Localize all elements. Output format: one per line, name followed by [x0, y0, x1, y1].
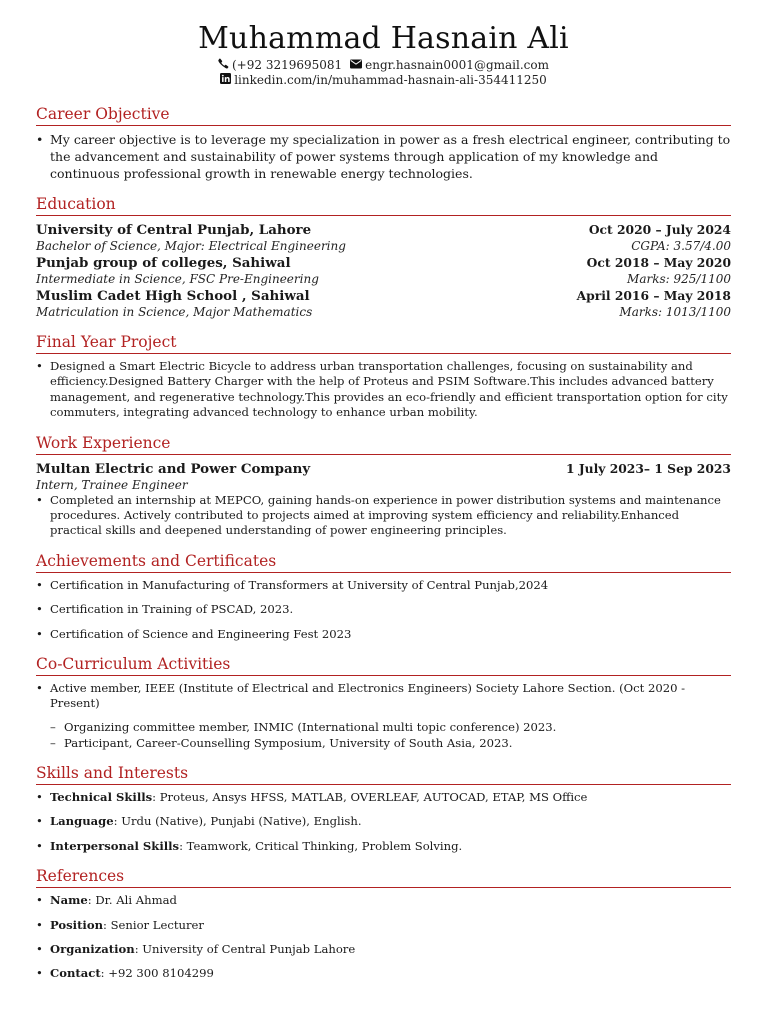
linkedin-line	[36, 73, 731, 88]
sub-list-item: – Organizing committee member, INMIC (International multi topic conference) 2023.	[36, 719, 731, 735]
project-description: • Designed a Smart Electric Bicycle to address urban transportation challenges, focusing on sustainability and efficiency.Designed Battery Charger with the help of Proteus and PSIM Software.This includes advanced battery management, and regenerative technology.This provides an eco-friendly and efficient transportation option for city commuters, integrating advanced technology to enhance urban mobility.	[36, 359, 731, 421]
section-title: Achievements and Certificates	[36, 551, 731, 573]
contact-line	[36, 58, 731, 73]
score: CGPA: 3.57/4.00	[631, 239, 731, 253]
section-title: Work Experience	[36, 433, 731, 455]
list-item	[36, 942, 731, 957]
reference-value: : +92 300 8104299	[100, 966, 214, 981]
degree: Matriculation in Science, Major Mathematics	[36, 305, 313, 319]
linkedin-icon	[220, 73, 231, 88]
section-title: Skills and Interests	[36, 763, 731, 785]
list-item	[36, 814, 731, 829]
career-objective-section	[36, 104, 731, 182]
education-entry	[36, 287, 731, 320]
company-name: Multan Electric and Power Company	[36, 460, 311, 477]
work-description: • Completed an internship at MEPCO, gaining hands-on experience in power distribution systems and maintenance procedures. Actively contributed to projects aimed at improving system efficiency and reliability.Enhanced practical skills and deepened understanding of power engineering principles.	[36, 493, 731, 539]
reference-value: : University of Central Punjab Lahore	[134, 941, 356, 956]
job-role: Intern, Trainee Engineer	[36, 477, 188, 492]
envelope-icon	[350, 58, 362, 73]
education-section	[36, 194, 731, 320]
achievements-section	[36, 551, 731, 642]
skill-label: Language	[50, 814, 114, 829]
skill-value: : Proteus, Ansys HFSS, MATLAB, OVERLEAF, AUTOCAD, ETAP, MS Office	[152, 789, 588, 804]
skill-value: : Teamwork, Critical Thinking, Problem Solving.	[179, 838, 463, 853]
co-curriculum-section	[36, 654, 731, 751]
candidate-name: Muhammad Hasnain Ali	[198, 21, 569, 56]
final-year-project-section	[36, 332, 731, 421]
skill-value: : Urdu (Native), Punjabi (Native), English.	[113, 814, 362, 829]
reference-label: Position	[50, 917, 103, 932]
linkedin-link[interactable]: linkedin.com/in/muhammad-hasnain-ali-354411250	[234, 73, 547, 87]
institution-name: Punjab group of colleges, Sahiwal	[36, 255, 291, 271]
list-item: • Certification in Training of PSCAD, 2023.	[36, 602, 731, 617]
date-range: April 2016 – May 2018	[576, 288, 731, 303]
date-range: Oct 2020 – July 2024	[588, 222, 731, 237]
reference-label: Organization	[50, 941, 135, 956]
section-title: Career Objective	[36, 104, 731, 126]
list-item: • Active member, IEEE (Institute of Electrical and Electronics Engineers) Society Lahore Section. (Oct 2020 - Present)	[36, 681, 731, 712]
degree: Intermediate in Science, FSC Pre-Engineering	[36, 272, 319, 286]
degree: Bachelor of Science, Major: Electrical Engineering	[36, 239, 346, 253]
institution-name: University of Central Punjab, Lahore	[36, 222, 312, 238]
score: Marks: 925/1100	[627, 272, 731, 286]
skill-label: Interpersonal Skills	[50, 838, 180, 853]
list-item	[36, 839, 731, 854]
reference-label: Name	[50, 893, 88, 908]
skill-label: Technical Skills	[50, 789, 153, 804]
list-item: • Certification in Manufacturing of Transformers at University of Central Punjab,2024	[36, 578, 731, 593]
phone-number[interactable]: (+92 3219695081	[232, 58, 343, 72]
date-range: 1 July 2023– 1 Sep 2023	[566, 460, 731, 476]
reference-label: Contact	[50, 966, 101, 981]
institution-name: Muslim Cadet High School , Sahiwal	[36, 288, 310, 304]
references-section	[36, 866, 731, 982]
career-objective-text: • My career objective is to leverage my specialization in power as a fresh electrical engineer, contributing to the advancement and sustainability of power systems through application of my knowledge and continuous professional growth in renewable energy technologies.	[36, 131, 731, 182]
list-item	[36, 966, 731, 981]
section-title: Education	[36, 194, 731, 216]
sub-list-item: – Participant, Career-Counselling Symposium, University of South Asia, 2023.	[36, 735, 731, 751]
list-item	[36, 918, 731, 933]
reference-value: : Senior Lecturer	[103, 917, 204, 932]
reference-value: : Dr. Ali Ahmad	[87, 893, 177, 908]
section-title: Final Year Project	[36, 332, 731, 354]
phone-icon	[218, 58, 229, 73]
list-item: • Certification of Science and Engineering Fest 2023	[36, 627, 731, 642]
education-entry	[36, 254, 731, 287]
date-range: Oct 2018 – May 2020	[586, 255, 731, 270]
list-item	[36, 790, 731, 805]
resume-page	[36, 20, 731, 982]
section-title: References	[36, 866, 731, 888]
work-experience-section	[36, 433, 731, 539]
section-title: Co-Curriculum Activities	[36, 654, 731, 676]
skills-section	[36, 763, 731, 854]
education-entry	[36, 221, 731, 254]
score: Marks: 1013/1100	[619, 305, 731, 319]
list-item	[36, 893, 731, 908]
email-link[interactable]: engr.hasnain0001@gmail.com	[365, 58, 549, 72]
